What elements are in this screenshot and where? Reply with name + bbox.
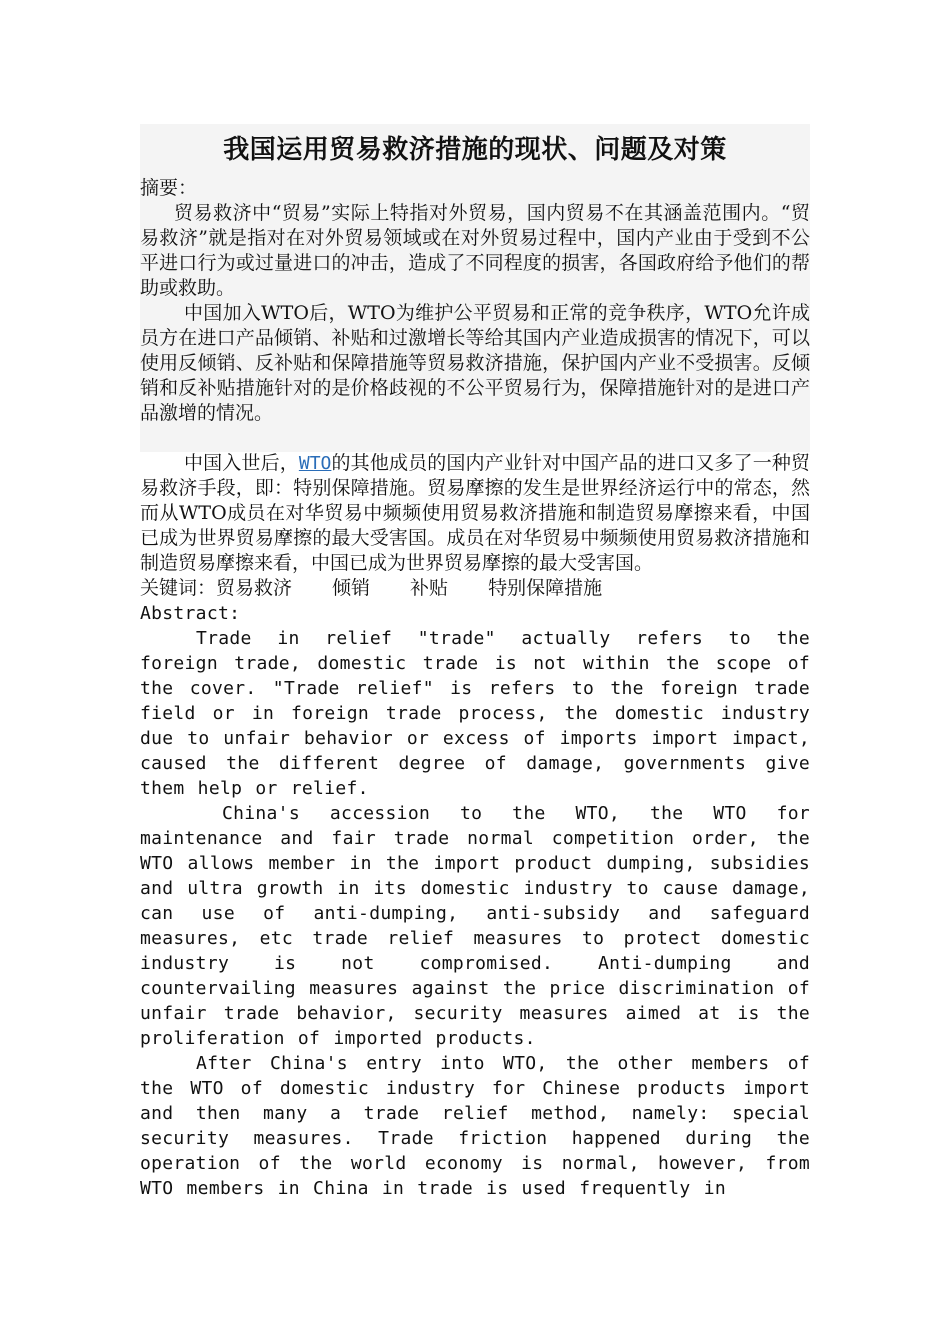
- wto-link[interactable]: WTO: [298, 453, 332, 474]
- keywords-label: 关键词：: [140, 577, 217, 599]
- keyword-item: 倾销: [332, 577, 371, 599]
- abstract-paragraph-2: 中国加入WTO后，WTO为维护公平贸易和正常的竞争秩序，WTO允许成员方在进口产品倾销、补贴和过激增长等给其国内产业造成损害的情况下，可以使用反倾销、反补贴和保障措施等贸易救济措施，保护国内产业不受损害。反倾销和反补贴措施针对的是价格歧视的不公平贸易行为，保障措施针对的是进口产品激增的情况。: [140, 302, 810, 424]
- paragraph-3-lead: 中国入世后，: [184, 452, 299, 474]
- abstract-en-paragraph-3: After China's entry into WTO, the other members of the WTO of domestic industry for Chinese products import and then many a trade relief method, namely: special security measures. Trade friction happened during the operation of the world economy is normal, however, from WTO members in China in trade is used frequently in: [140, 1053, 810, 1199]
- document-body: [140, 124, 810, 1201]
- abstract-label-cn: 摘要：: [140, 177, 198, 199]
- keywords-line: [140, 576, 810, 601]
- keyword-item: 贸易救济: [216, 577, 293, 599]
- paragraph-gap: [140, 426, 810, 451]
- document-title: 我国运用贸易救济措施的现状、问题及对策: [223, 135, 727, 165]
- abstract-en-paragraph-1: Trade in relief "trade" actually refers to the foreign trade, domestic trade is not within the scope of the cover. "Trade relief" is refers to the foreign trade field or in foreign trade process, the domestic industry due to unfair behavior or excess of imports import impact, caused the different degree of damage, governments give them help or relief.: [140, 628, 810, 799]
- keyword-item: 特别保障措施: [488, 577, 603, 599]
- abstract-paragraph-1: 贸易救济中“贸易”实际上特指对外贸易，国内贸易不在其涵盖范围内。“贸易救济”就是指对在对外贸易领域或在对外贸易过程中，国内产业由于受到不公平进口行为或过量进口的冲击，造成了不同程度的损害，各国政府给予他们的帮助或救助。: [140, 202, 810, 299]
- paragraph-3-rest: 的其他成员的国内产业针对中国产品的进口又多了一种贸易救济手段，即：特别保障措施。贸易摩擦的发生是世界经济运行中的常态，然而从WTO成员在对华贸易中频频使用贸易救济措施和制造贸易摩擦来看，中国已成为世界贸易摩擦的最大受害国。成员在对华贸易中频频使用贸易救济措施和制造贸易摩擦来看，中国已成为世界贸易摩擦的最大受害国。: [140, 452, 810, 574]
- keyword-item: 补贴: [410, 577, 449, 599]
- abstract-paragraph-3: [140, 451, 810, 576]
- abstract-label-en: Abstract:: [140, 603, 241, 624]
- abstract-en-paragraph-2: China's accession to the WTO, the WTO for maintenance and fair trade normal competition order, the WTO allows member in the import product dumping, subsidies and ultra growth in its domestic industry to cause damage, can use of anti-dumping, anti-subsidy and safeguard measures, etc trade relief measures to protect domestic industry is not compromised. Anti-dumping and countervailing measures against the price discrimination of unfair trade behavior, security measures aimed at is the proliferation of imported products.: [140, 803, 810, 1049]
